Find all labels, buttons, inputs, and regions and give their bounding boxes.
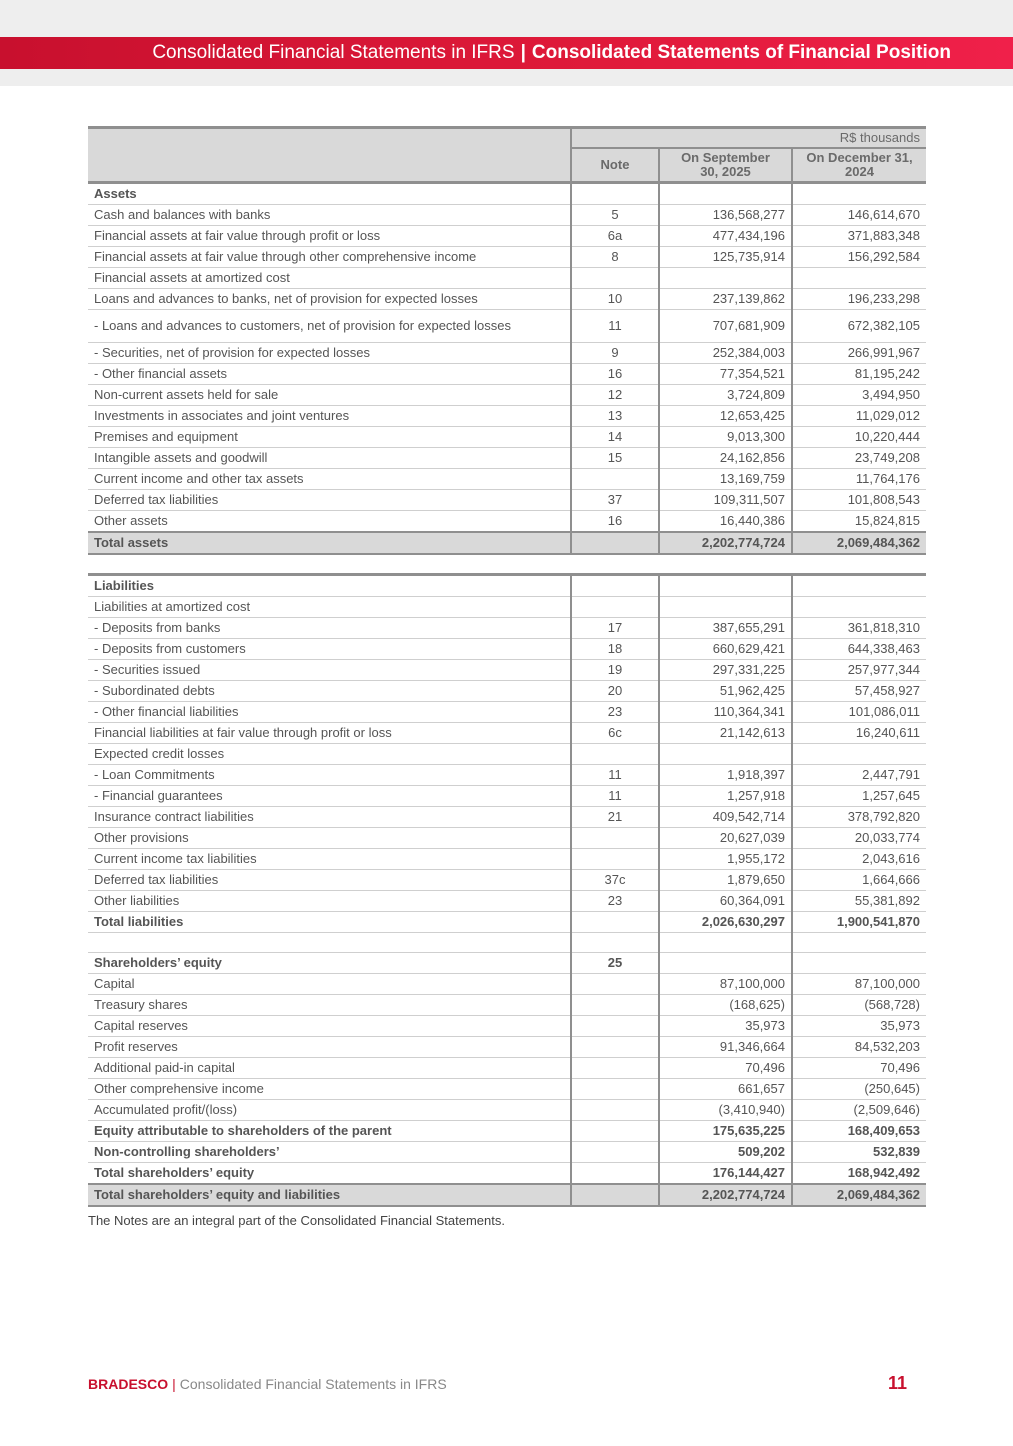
cell-note xyxy=(571,183,659,205)
table-row xyxy=(88,807,926,828)
cell-note xyxy=(571,469,659,490)
table-row xyxy=(88,385,926,406)
cell-sep: 77,354,521 xyxy=(659,364,792,385)
cell-label: Non-controlling shareholders’ xyxy=(88,1142,571,1163)
cell-dec xyxy=(792,953,926,974)
cell-sep: 176,144,427 xyxy=(659,1163,792,1185)
table-row xyxy=(88,974,926,995)
cell-sep xyxy=(659,597,792,618)
cell-label: - Other financial liabilities xyxy=(88,702,571,723)
cell-dec: 156,292,584 xyxy=(792,247,926,268)
cell-note xyxy=(571,849,659,870)
cell-sep: 136,568,277 xyxy=(659,205,792,226)
table-row xyxy=(88,469,926,490)
units-label: R$ thousands xyxy=(571,128,926,149)
cell-dec xyxy=(792,597,926,618)
cell-dec: 361,818,310 xyxy=(792,618,926,639)
cell-dec: 11,029,012 xyxy=(792,406,926,427)
table-row xyxy=(88,702,926,723)
cell-sep: 24,162,856 xyxy=(659,448,792,469)
cell-dec: 84,532,203 xyxy=(792,1037,926,1058)
cell-label: Deferred tax liabilities xyxy=(88,870,571,891)
cell-label: Accumulated profit/(loss) xyxy=(88,1100,571,1121)
cell-note xyxy=(571,1163,659,1185)
cell-label: Financial assets at amortized cost xyxy=(88,268,571,289)
cell-note xyxy=(571,1016,659,1037)
cell-label: Treasury shares xyxy=(88,995,571,1016)
cell-dec: 378,792,820 xyxy=(792,807,926,828)
cell-note: 8 xyxy=(571,247,659,268)
cell-note: 5 xyxy=(571,205,659,226)
cell-sep: 707,681,909 xyxy=(659,310,792,343)
cell-label: Current income tax liabilities xyxy=(88,849,571,870)
cell-note: 14 xyxy=(571,427,659,448)
financial-position-table xyxy=(88,126,926,1207)
cell-label: - Subordinated debts xyxy=(88,681,571,702)
cell-dec: 2,447,791 xyxy=(792,765,926,786)
footer-separator: | xyxy=(172,1376,176,1392)
cell-label: Total shareholders’ equity xyxy=(88,1163,571,1185)
table-row xyxy=(88,1121,926,1142)
cell-note: 17 xyxy=(571,618,659,639)
cell-note xyxy=(571,933,659,953)
cell-dec: 35,973 xyxy=(792,1016,926,1037)
cell-sep: 2,202,774,724 xyxy=(659,1184,792,1206)
page-number: 11 xyxy=(887,1373,907,1393)
cell-dec: 55,381,892 xyxy=(792,891,926,912)
table-row xyxy=(88,681,926,702)
cell-dec: 1,664,666 xyxy=(792,870,926,891)
cell-label: Other liabilities xyxy=(88,891,571,912)
column-header-note: Note xyxy=(571,148,659,183)
cell-sep: 70,496 xyxy=(659,1058,792,1079)
table-row xyxy=(88,744,926,765)
table-row xyxy=(88,597,926,618)
header-section-title: Consolidated Financial Statements in IFRS xyxy=(152,42,515,63)
cell-label: Investments in associates and joint ventures xyxy=(88,406,571,427)
cell-sep: 1,879,650 xyxy=(659,870,792,891)
cell-label: - Deposits from banks xyxy=(88,618,571,639)
cell-note xyxy=(571,912,659,933)
cell-note xyxy=(571,744,659,765)
cell-note: 6c xyxy=(571,723,659,744)
cell-label: Additional paid-in capital xyxy=(88,1058,571,1079)
cell-dec xyxy=(792,744,926,765)
cell-dec: 532,839 xyxy=(792,1142,926,1163)
cell-label: Profit reserves xyxy=(88,1037,571,1058)
cell-note: 10 xyxy=(571,289,659,310)
cell-sep: 91,346,664 xyxy=(659,1037,792,1058)
table-row xyxy=(88,490,926,511)
cell-dec: 2,069,484,362 xyxy=(792,1184,926,1206)
cell-note: 19 xyxy=(571,660,659,681)
cell-sep: 1,955,172 xyxy=(659,849,792,870)
cell-dec: 87,100,000 xyxy=(792,974,926,995)
cell-sep: 477,434,196 xyxy=(659,226,792,247)
header-separator: | xyxy=(520,42,526,63)
table-row xyxy=(88,364,926,385)
cell-sep: 175,635,225 xyxy=(659,1121,792,1142)
cell-note xyxy=(571,1058,659,1079)
table-header-units-row xyxy=(88,128,926,149)
cell-sep: 35,973 xyxy=(659,1016,792,1037)
cell-note: 18 xyxy=(571,639,659,660)
cell-label: Loans and advances to banks, net of provision for expected losses xyxy=(88,289,571,310)
cell-sep: (3,410,940) xyxy=(659,1100,792,1121)
table-row xyxy=(88,289,926,310)
column-header-december: On December 31, 2024 xyxy=(792,148,926,183)
cell-note: 16 xyxy=(571,511,659,533)
cell-sep: 125,735,914 xyxy=(659,247,792,268)
cell-dec: 3,494,950 xyxy=(792,385,926,406)
table-header-columns-row xyxy=(88,148,926,183)
cell-sep: 1,257,918 xyxy=(659,786,792,807)
cell-sep: 2,202,774,724 xyxy=(659,532,792,554)
cell-label: Equity attributable to shareholders of the parent xyxy=(88,1121,571,1142)
table-row xyxy=(88,870,926,891)
cell-dec: 168,409,653 xyxy=(792,1121,926,1142)
table-row xyxy=(88,1142,926,1163)
cell-label: Shareholders’ equity xyxy=(88,953,571,974)
cell-dec: 196,233,298 xyxy=(792,289,926,310)
cell-label: Assets xyxy=(88,183,571,205)
cell-sep: 660,629,421 xyxy=(659,639,792,660)
cell-sep xyxy=(659,744,792,765)
cell-sep xyxy=(659,953,792,974)
table-row xyxy=(88,1100,926,1121)
cell-dec: 146,614,670 xyxy=(792,205,926,226)
cell-dec xyxy=(792,933,926,953)
table-row xyxy=(88,448,926,469)
cell-note: 11 xyxy=(571,310,659,343)
cell-sep: 9,013,300 xyxy=(659,427,792,448)
cell-dec: 101,808,543 xyxy=(792,490,926,511)
cell-label: Total liabilities xyxy=(88,912,571,933)
cell-note xyxy=(571,1079,659,1100)
footer-title: Consolidated Financial Statements in IFRS xyxy=(179,1376,447,1392)
cell-note xyxy=(571,1121,659,1142)
cell-dec: 11,764,176 xyxy=(792,469,926,490)
table-row xyxy=(88,765,926,786)
table-row xyxy=(88,912,926,933)
cell-label: Capital xyxy=(88,974,571,995)
cell-sep: 16,440,386 xyxy=(659,511,792,533)
column-header-september: On September 30, 2025 xyxy=(659,148,792,183)
cell-dec: (568,728) xyxy=(792,995,926,1016)
cell-note: 11 xyxy=(571,786,659,807)
cell-sep: (168,625) xyxy=(659,995,792,1016)
cell-note xyxy=(571,974,659,995)
table-row xyxy=(88,786,926,807)
table-row xyxy=(88,226,926,247)
cell-label: Other comprehensive income xyxy=(88,1079,571,1100)
cell-note xyxy=(571,995,659,1016)
page-header xyxy=(0,37,1013,69)
cell-sep: 87,100,000 xyxy=(659,974,792,995)
cell-dec: 16,240,611 xyxy=(792,723,926,744)
table-row xyxy=(88,310,926,343)
cell-sep: 20,627,039 xyxy=(659,828,792,849)
cell-label: Financial assets at fair value through other comprehensive income xyxy=(88,247,571,268)
cell-dec: 2,043,616 xyxy=(792,849,926,870)
cell-sep: 1,918,397 xyxy=(659,765,792,786)
cell-dec: 70,496 xyxy=(792,1058,926,1079)
table-row xyxy=(88,343,926,364)
table-row xyxy=(88,849,926,870)
cell-sep: 387,655,291 xyxy=(659,618,792,639)
cell-note xyxy=(571,1037,659,1058)
table-row xyxy=(88,933,926,953)
cell-sep: 3,724,809 xyxy=(659,385,792,406)
cell-sep: 51,962,425 xyxy=(659,681,792,702)
cell-sep: 13,169,759 xyxy=(659,469,792,490)
cell-note: 6a xyxy=(571,226,659,247)
cell-dec: 81,195,242 xyxy=(792,364,926,385)
cell-label: Total shareholders’ equity and liabilities xyxy=(88,1184,571,1206)
cell-dec xyxy=(792,268,926,289)
table-row xyxy=(88,723,926,744)
header-statement-title: Consolidated Statements of Financial Position xyxy=(531,42,951,63)
cell-label: Total assets xyxy=(88,532,571,554)
cell-label: - Loans and advances to customers, net of provision for expected losses xyxy=(88,310,571,343)
cell-label: Expected credit losses xyxy=(88,744,571,765)
cell-note xyxy=(571,532,659,554)
table-row xyxy=(88,1184,926,1206)
cell-label: Insurance contract liabilities xyxy=(88,807,571,828)
cell-note: 11 xyxy=(571,765,659,786)
cell-note: 23 xyxy=(571,891,659,912)
page-footer xyxy=(88,1376,447,1392)
cell-dec: 1,257,645 xyxy=(792,786,926,807)
footer-brand: BRADESCO xyxy=(88,1376,169,1392)
cell-label: Financial liabilities at fair value through profit or loss xyxy=(88,723,571,744)
cell-label xyxy=(88,933,571,953)
cell-sep xyxy=(659,183,792,205)
cell-note: 9 xyxy=(571,343,659,364)
cell-sep: 21,142,613 xyxy=(659,723,792,744)
cell-note: 37c xyxy=(571,870,659,891)
cell-label: Current income and other tax assets xyxy=(88,469,571,490)
cell-label: - Loan Commitments xyxy=(88,765,571,786)
cell-label: Cash and balances with banks xyxy=(88,205,571,226)
cell-label: - Deposits from customers xyxy=(88,639,571,660)
table-row xyxy=(88,532,926,554)
table-row xyxy=(88,995,926,1016)
cell-note: 23 xyxy=(571,702,659,723)
cell-label: - Securities, net of provision for expected losses xyxy=(88,343,571,364)
table-row xyxy=(88,1058,926,1079)
table-row xyxy=(88,1079,926,1100)
cell-sep: 297,331,225 xyxy=(659,660,792,681)
cell-label: Other assets xyxy=(88,511,571,533)
footnote: The Notes are an integral part of the Consolidated Financial Statements. xyxy=(88,1213,505,1228)
cell-label: Deferred tax liabilities xyxy=(88,490,571,511)
cell-note xyxy=(571,268,659,289)
cell-note xyxy=(571,1142,659,1163)
table-row xyxy=(88,268,926,289)
cell-note: 13 xyxy=(571,406,659,427)
cell-sep: 109,311,507 xyxy=(659,490,792,511)
cell-dec: 15,824,815 xyxy=(792,511,926,533)
table-row xyxy=(88,247,926,268)
cell-dec: 168,942,492 xyxy=(792,1163,926,1185)
cell-label: Liabilities xyxy=(88,575,571,597)
cell-dec xyxy=(792,183,926,205)
cell-sep: 110,364,341 xyxy=(659,702,792,723)
cell-dec: 23,749,208 xyxy=(792,448,926,469)
cell-note: 12 xyxy=(571,385,659,406)
cell-dec: 10,220,444 xyxy=(792,427,926,448)
cell-label: - Securities issued xyxy=(88,660,571,681)
cell-note xyxy=(571,597,659,618)
cell-label: Capital reserves xyxy=(88,1016,571,1037)
cell-label: Financial assets at fair value through profit or loss xyxy=(88,226,571,247)
cell-note xyxy=(571,828,659,849)
cell-label: Intangible assets and goodwill xyxy=(88,448,571,469)
cell-sep: 12,653,425 xyxy=(659,406,792,427)
table-row xyxy=(88,660,926,681)
cell-note: 37 xyxy=(571,490,659,511)
table-row xyxy=(88,1016,926,1037)
table-row xyxy=(88,183,926,205)
cell-dec: 266,991,967 xyxy=(792,343,926,364)
cell-label: Other provisions xyxy=(88,828,571,849)
cell-dec: 644,338,463 xyxy=(792,639,926,660)
cell-note xyxy=(571,1100,659,1121)
table-row xyxy=(88,618,926,639)
table-row xyxy=(88,828,926,849)
cell-dec: (250,645) xyxy=(792,1079,926,1100)
table-row xyxy=(88,406,926,427)
cell-dec xyxy=(792,575,926,597)
cell-sep: 409,542,714 xyxy=(659,807,792,828)
cell-note: 20 xyxy=(571,681,659,702)
table-row xyxy=(88,1037,926,1058)
cell-label: - Other financial assets xyxy=(88,364,571,385)
cell-sep: 252,384,003 xyxy=(659,343,792,364)
cell-dec: 1,900,541,870 xyxy=(792,912,926,933)
section-gap xyxy=(88,554,926,575)
cell-note: 16 xyxy=(571,364,659,385)
table-row xyxy=(88,575,926,597)
cell-sep: 60,364,091 xyxy=(659,891,792,912)
cell-note: 15 xyxy=(571,448,659,469)
table-row xyxy=(88,891,926,912)
table-row xyxy=(88,1163,926,1185)
cell-note: 25 xyxy=(571,953,659,974)
cell-dec: 2,069,484,362 xyxy=(792,532,926,554)
cell-label: - Financial guarantees xyxy=(88,786,571,807)
cell-sep xyxy=(659,933,792,953)
cell-dec: 257,977,344 xyxy=(792,660,926,681)
cell-dec: 57,458,927 xyxy=(792,681,926,702)
cell-dec: 101,086,011 xyxy=(792,702,926,723)
table-row xyxy=(88,511,926,533)
cell-label: Liabilities at amortized cost xyxy=(88,597,571,618)
cell-note xyxy=(571,575,659,597)
table-row xyxy=(88,953,926,974)
cell-note xyxy=(571,1184,659,1206)
cell-dec: (2,509,646) xyxy=(792,1100,926,1121)
cell-sep: 661,657 xyxy=(659,1079,792,1100)
cell-dec: 672,382,105 xyxy=(792,310,926,343)
table-row xyxy=(88,639,926,660)
cell-sep: 237,139,862 xyxy=(659,289,792,310)
table-row xyxy=(88,427,926,448)
cell-sep xyxy=(659,268,792,289)
cell-label: Premises and equipment xyxy=(88,427,571,448)
cell-dec: 20,033,774 xyxy=(792,828,926,849)
cell-note: 21 xyxy=(571,807,659,828)
table-row xyxy=(88,205,926,226)
cell-sep: 509,202 xyxy=(659,1142,792,1163)
cell-dec: 371,883,348 xyxy=(792,226,926,247)
cell-sep: 2,026,630,297 xyxy=(659,912,792,933)
cell-sep xyxy=(659,575,792,597)
cell-label: Non-current assets held for sale xyxy=(88,385,571,406)
